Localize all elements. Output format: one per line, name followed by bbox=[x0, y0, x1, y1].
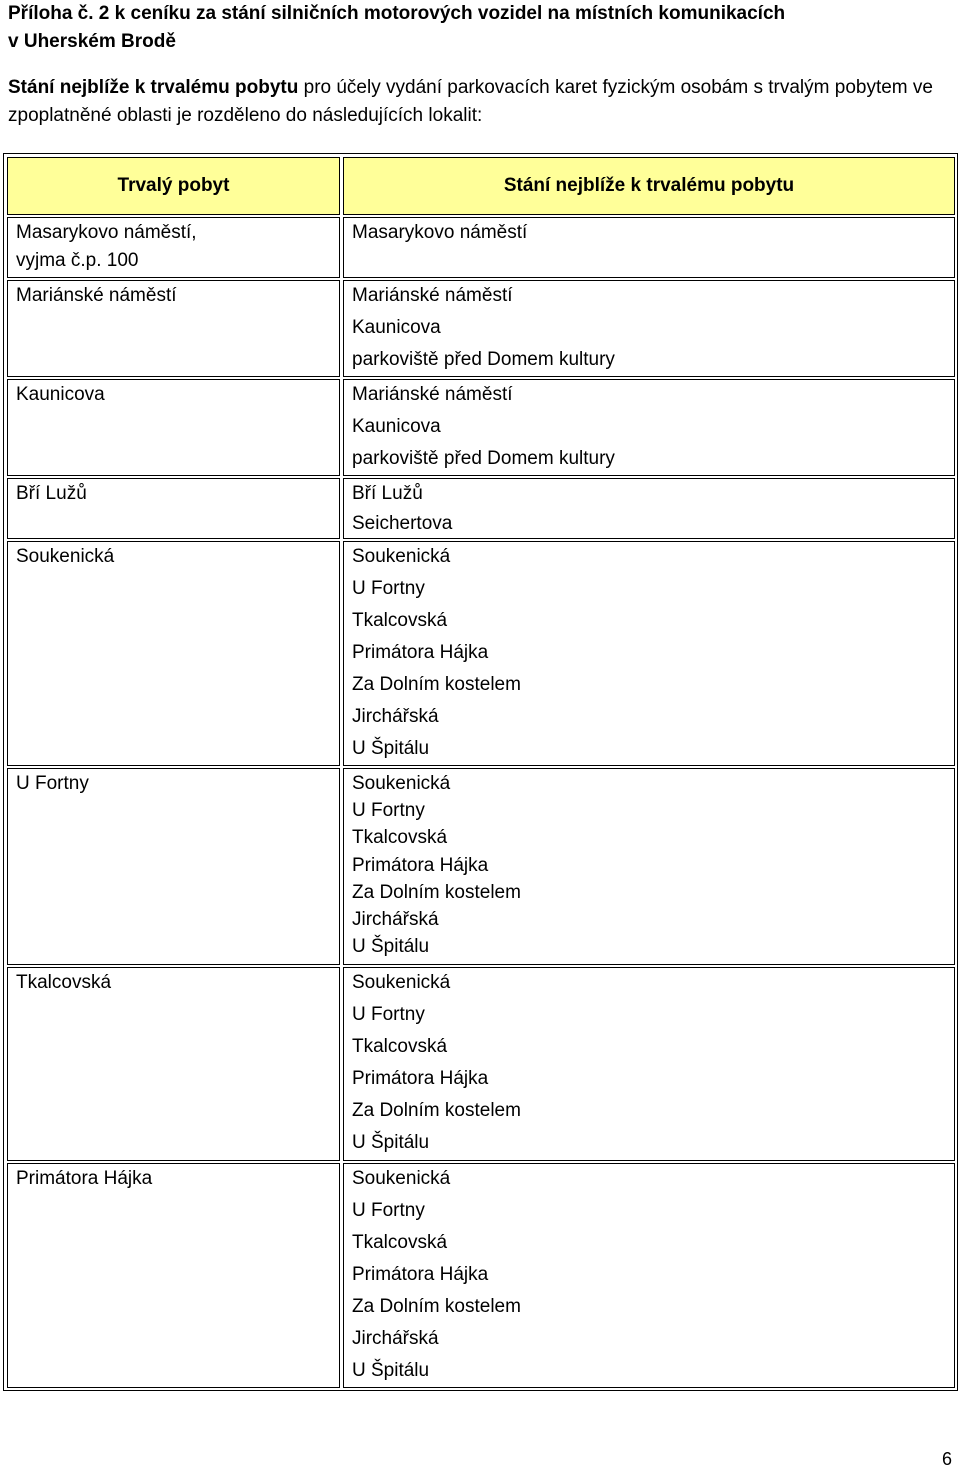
residence-line: Tkalcovská bbox=[16, 972, 112, 993]
page-number: 6 bbox=[941, 1449, 952, 1469]
parking-line: U Špitálu bbox=[352, 936, 430, 958]
parking-line: Soukenická bbox=[352, 546, 451, 567]
title-line-1-rest: 2 k ceníku za stání silničních motorových vozidel na místních komunikacích bbox=[93, 3, 786, 24]
residence-line: Soukenická bbox=[16, 546, 115, 567]
residence-cell bbox=[7, 541, 340, 766]
parking-line: Za Dolním kostelem bbox=[352, 674, 521, 695]
parking-line: Tkalcovská bbox=[352, 827, 448, 849]
parking-line: Za Dolním kostelem bbox=[352, 881, 521, 903]
residence-line: Primátora Hájka bbox=[16, 1168, 153, 1189]
parking-line: Tkalcovská bbox=[352, 1036, 448, 1057]
parking-line: parkoviště před Domem kultury bbox=[352, 448, 615, 469]
residence-line: Mariánské náměstí bbox=[16, 285, 177, 306]
residence-cell bbox=[7, 478, 340, 539]
parking-line: Bří Lužů bbox=[352, 483, 423, 504]
document-title bbox=[8, 0, 948, 56]
parking-line: Primátora Hájka bbox=[352, 1068, 489, 1089]
parking-line: Jirchářská bbox=[352, 706, 439, 727]
parking-line: U Špitálu bbox=[352, 1132, 430, 1153]
residence-cell bbox=[7, 217, 340, 278]
parking-line: Soukenická bbox=[352, 972, 451, 993]
parking-cell bbox=[343, 379, 955, 476]
parking-cell bbox=[343, 1163, 955, 1388]
parking-line: parkoviště před Domem kultury bbox=[352, 349, 615, 370]
residence-line: Kaunicova bbox=[16, 384, 105, 405]
residence-cell bbox=[7, 768, 340, 965]
parking-line: Kaunicova bbox=[352, 317, 441, 338]
parking-cell bbox=[343, 280, 955, 377]
parking-line: Primátora Hájka bbox=[352, 1264, 489, 1285]
parking-line: U Špitálu bbox=[352, 738, 430, 759]
parking-cell bbox=[343, 541, 955, 766]
parking-line: Za Dolním kostelem bbox=[352, 1100, 521, 1121]
parking-line: Soukenická bbox=[352, 773, 451, 794]
header-residence: Trvalý pobyt bbox=[7, 157, 340, 215]
residence-line: Bří Lužů bbox=[16, 483, 87, 504]
residence-cell bbox=[7, 1163, 340, 1388]
parking-line: U Fortny bbox=[352, 800, 425, 822]
residence-line: Masarykovo náměstí, bbox=[16, 222, 197, 243]
parking-line: Kaunicova bbox=[352, 416, 441, 437]
title-prefix: Příloha č. bbox=[8, 3, 94, 24]
header-parking: Stání nejblíže k trvalému pobytu bbox=[343, 157, 955, 215]
parking-line: U Špitálu bbox=[352, 1360, 430, 1381]
parking-line: Soukenická bbox=[352, 1168, 451, 1189]
parking-cell bbox=[343, 967, 955, 1161]
title-line-2: v Uherském Brodě bbox=[8, 31, 176, 52]
residence-cell bbox=[7, 967, 340, 1161]
parking-line: Tkalcovská bbox=[352, 1232, 448, 1253]
parking-line: Jirchářská bbox=[352, 1328, 439, 1349]
parking-line: Primátora Hájka bbox=[352, 854, 489, 876]
parking-line: Masarykovo náměstí bbox=[352, 222, 528, 243]
residence-cell bbox=[7, 280, 340, 377]
intro-text: pro účely vydání parkovacích karet fyzickým osobám s trvalým pobytem ve zpoplatněné oblasti je rozděleno do následujících lokalit: bbox=[8, 77, 933, 126]
parking-line: Seichertova bbox=[352, 513, 453, 534]
title-line-1 bbox=[8, 0, 948, 28]
parking-line: U Fortny bbox=[352, 1004, 425, 1025]
residence-line: U Fortny bbox=[16, 773, 89, 794]
parking-line: U Fortny bbox=[352, 578, 425, 599]
residence-line: vyjma č.p. 100 bbox=[16, 250, 139, 271]
parking-line: U Fortny bbox=[352, 1200, 425, 1221]
intro-paragraph bbox=[8, 74, 958, 130]
parking-line: Mariánské náměstí bbox=[352, 384, 513, 405]
parking-cell bbox=[343, 768, 955, 965]
parking-line: Mariánské náměstí bbox=[352, 285, 513, 306]
parking-line: Jirchářská bbox=[352, 909, 439, 930]
parking-table bbox=[3, 153, 958, 1391]
residence-cell bbox=[7, 379, 340, 476]
parking-line: Za Dolním kostelem bbox=[352, 1296, 521, 1317]
parking-line: Primátora Hájka bbox=[352, 642, 489, 663]
parking-cell bbox=[343, 478, 955, 539]
parking-cell bbox=[343, 217, 955, 278]
intro-bold: Stání nejblíže k trvalému pobytu bbox=[8, 77, 299, 98]
parking-line: Tkalcovská bbox=[352, 610, 448, 631]
